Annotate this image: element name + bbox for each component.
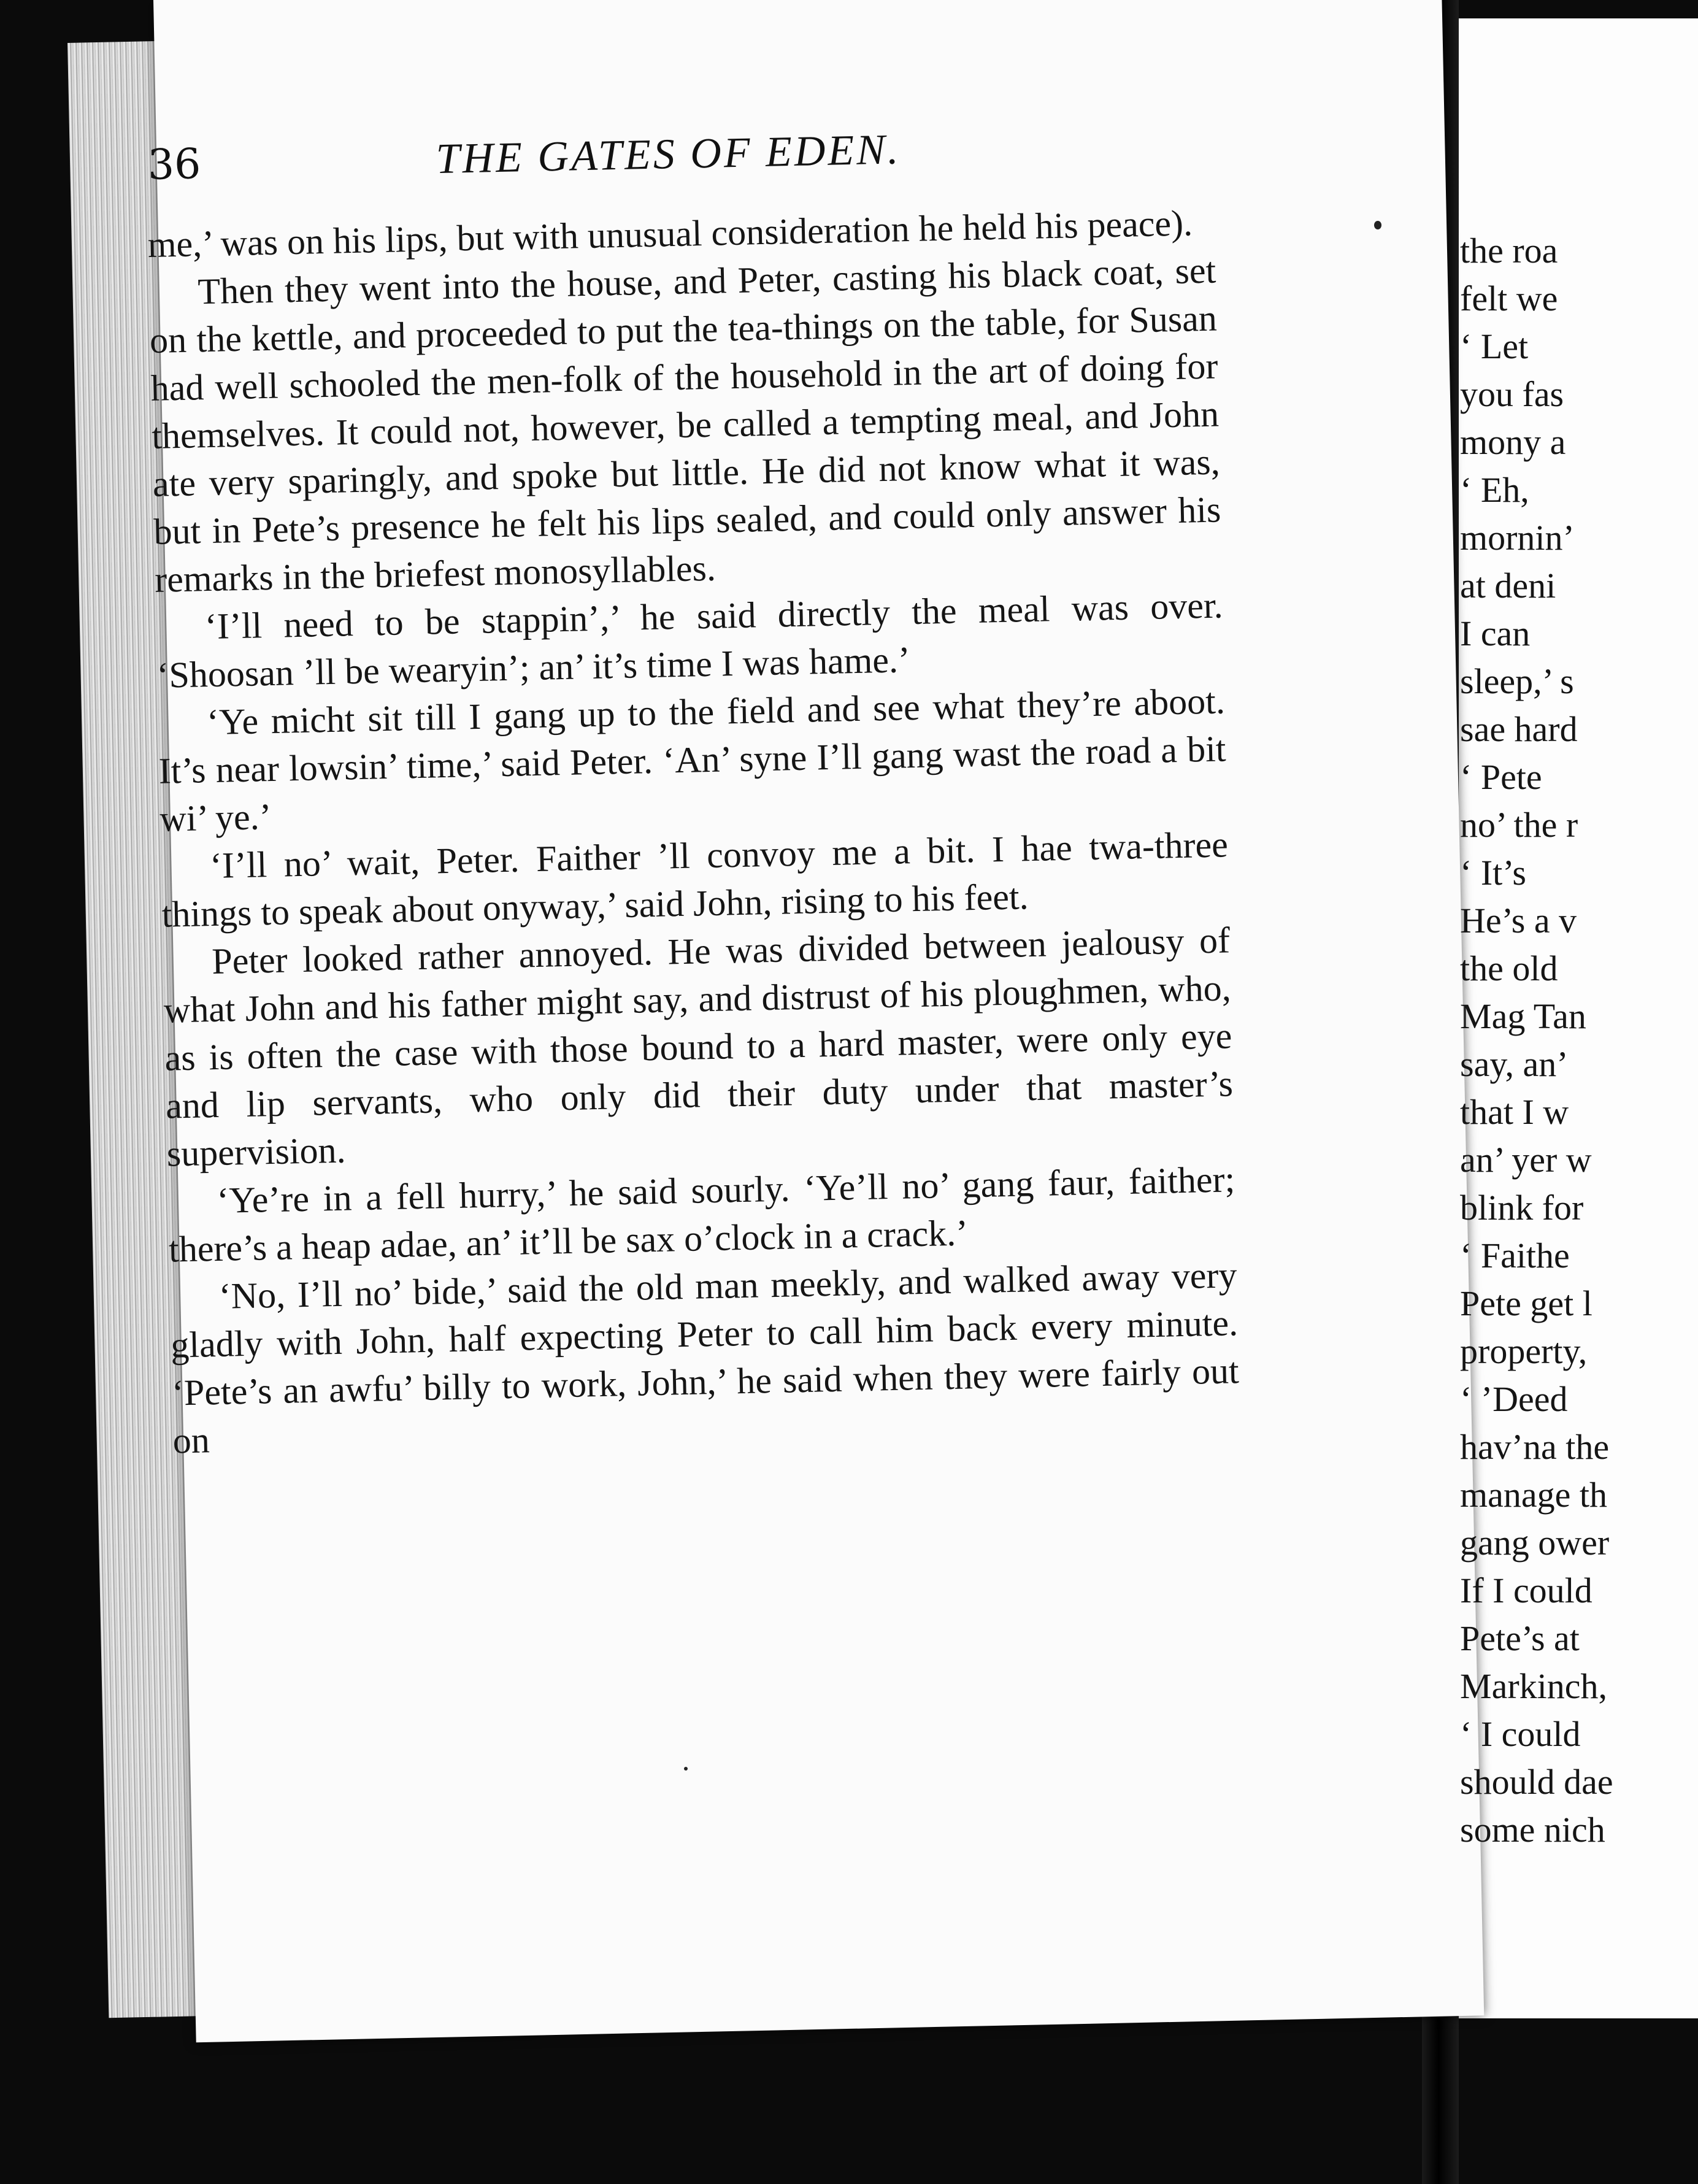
facing-line: He’s a v bbox=[1460, 901, 1577, 940]
facing-line: no’ the r bbox=[1460, 805, 1578, 845]
facing-line: the roa bbox=[1460, 231, 1558, 271]
facing-line: property, bbox=[1460, 1331, 1588, 1371]
page-number: 36 bbox=[147, 140, 202, 190]
paragraph: ‘No, I’ll no’ bide,’ said the old man meekly, and walked away very gladly with John, half expecting Peter to call him back every minute. ‘Pete’s an awfu’ billy to work, John,’ he said when they were fairly out on bbox=[170, 1255, 1240, 1461]
body-text bbox=[147, 199, 1240, 1465]
facing-line: say, an’ bbox=[1460, 1044, 1569, 1084]
facing-line: Pete’s at bbox=[1460, 1618, 1580, 1658]
paragraph: Peter looked rather annoyed. He was divided between jealousy of what John and his father might say, and distrust of his ploughmen, who, as is often the case with those bound to a hard master, were only eye and lip servants, who only did their duty under that master’s supervision. bbox=[163, 920, 1234, 1174]
facing-line: hav’na the bbox=[1460, 1427, 1610, 1467]
facing-line: sae hard bbox=[1460, 709, 1578, 749]
facing-line: ‘ Eh, bbox=[1460, 470, 1529, 510]
ink-speck bbox=[1374, 221, 1381, 229]
facing-line: If I could bbox=[1460, 1571, 1592, 1610]
facing-line: ‘ ’Deed bbox=[1460, 1379, 1568, 1419]
paragraph: ‘I’ll need to be stappin’,’ he said directly the meal was over. ‘Shoosan ’ll be wearyin’; an’ it’s time I was hame.’ bbox=[156, 585, 1224, 696]
facing-line: mornin’ bbox=[1460, 518, 1575, 558]
facing-line: you fas bbox=[1460, 374, 1564, 414]
facing-line: some nich bbox=[1460, 1810, 1605, 1850]
facing-line: ‘ Faithe bbox=[1460, 1236, 1570, 1275]
facing-line: gang ower bbox=[1460, 1523, 1610, 1563]
facing-line: the old bbox=[1460, 948, 1558, 988]
facing-line: I can bbox=[1460, 613, 1531, 653]
facing-line: blink for bbox=[1460, 1188, 1584, 1228]
facing-page-text bbox=[1460, 227, 1698, 1854]
facing-line: Markinch, bbox=[1460, 1666, 1607, 1706]
facing-line: Pete get l bbox=[1460, 1283, 1592, 1323]
paragraph: ‘Ye’re in a fell hurry,’ he said sourly. ‘Ye’ll no’ gang faur, faither; there’s a heap adae, an’ it’ll be sax o’clock in a crack.’ bbox=[168, 1159, 1235, 1270]
facing-line: ‘ I could bbox=[1460, 1714, 1581, 1754]
facing-line: an’ yer w bbox=[1460, 1140, 1592, 1180]
facing-line: should dae bbox=[1460, 1762, 1613, 1802]
facing-line: felt we bbox=[1460, 279, 1558, 318]
paragraph: ‘Ye micht sit till I gang up to the field and see what they’re aboot. It’s near lowsin’ time,’ said Peter. ‘An’ syne I’ll gang wast the road a bit wi’ ye.’ bbox=[158, 680, 1227, 839]
paragraph: Then they went into the house, and Peter, casting his black coat, set on the kettle, and proceeded to put the tea-things on the table, for Susan had well schooled the men-folk of the household in the art of doing for themselves. It could not, however, be called a tempting meal, and John ate very sparingly, and spoke but little. He did not know what it was, but in Pete’s presence he felt his lips sealed, and could only answer his remarks in the briefest monosyllables. bbox=[149, 250, 1221, 600]
facing-line: ‘ Pete bbox=[1460, 757, 1542, 797]
ink-speck bbox=[684, 1767, 688, 1771]
facing-line: Mag Tan bbox=[1460, 996, 1586, 1036]
facing-line: at deni bbox=[1460, 566, 1556, 606]
facing-line: ‘ It’s bbox=[1460, 853, 1526, 893]
paragraph: ‘I’ll no’ wait, Peter. Faither ’ll convoy me a bit. I hae twa-three things to speak about onyway,’ said John, rising to his feet. bbox=[161, 824, 1229, 935]
facing-line: ‘ Let bbox=[1460, 326, 1529, 366]
facing-line: manage th bbox=[1460, 1475, 1607, 1515]
facing-line: mony a bbox=[1460, 422, 1566, 462]
facing-line: sleep,’ s bbox=[1460, 661, 1574, 701]
paragraph: me,’ was on his lips, but with unusual consideration he held his peace). bbox=[147, 202, 1193, 265]
running-title: THE GATES OF EDEN. bbox=[435, 126, 902, 183]
facing-line: that I w bbox=[1460, 1092, 1569, 1132]
